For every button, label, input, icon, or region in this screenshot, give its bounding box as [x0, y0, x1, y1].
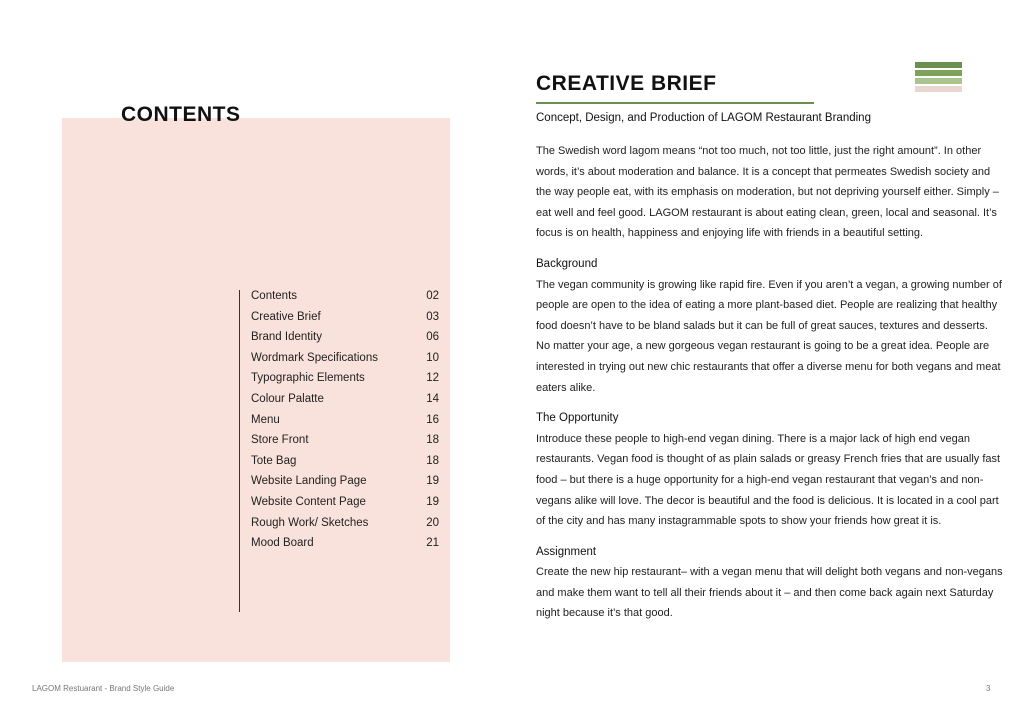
toc-page: 19	[426, 475, 439, 488]
toc-page: 03	[426, 310, 439, 323]
toc-item[interactable]	[251, 513, 439, 534]
toc-page: 06	[426, 331, 439, 344]
toc-label: Colour Palatte	[251, 392, 324, 405]
toc-page: 18	[426, 434, 439, 447]
page-subtitle: Concept, Design, and Production of LAGOM Restaurant Branding	[536, 112, 871, 124]
toc-label: Menu	[251, 413, 280, 426]
toc-item[interactable]	[251, 368, 439, 389]
section-paragraph: Introduce these people to high-end vegan dining. There is a major lack of high end vegan restaurants. Vegan food is thought of as plain salads or greasy French fries that are usually fast food – but there is a huge opportunity for a high-end vegan restaurant that vegan’s and non-vegans alike will love. The decor is beautiful and the food is delicious. It is located in a cool part of the city and has many instagrammable spots to show your friends how great it is.	[536, 432, 1001, 528]
table-of-contents	[251, 286, 439, 554]
section-heading: Background	[536, 257, 598, 270]
toc-label: Contents	[251, 290, 298, 302]
toc-item[interactable]	[251, 286, 439, 307]
contents-title: CONTENTS	[121, 103, 241, 126]
title-underline	[536, 102, 814, 104]
toc-page: 20	[426, 516, 439, 529]
toc-item[interactable]	[251, 307, 439, 328]
toc-label: Rough Work/ Sketches	[251, 516, 369, 529]
toc-label: Brand Identity	[251, 331, 322, 344]
color-stripes-decoration	[915, 62, 962, 94]
toc-page: 18	[426, 454, 439, 467]
toc-item[interactable]	[251, 430, 439, 451]
section-heading: Assignment	[536, 545, 597, 558]
toc-label: Creative Brief	[251, 310, 321, 323]
toc-item[interactable]	[251, 492, 439, 513]
toc-divider	[239, 290, 240, 612]
toc-item[interactable]	[251, 451, 439, 472]
toc-item[interactable]	[251, 348, 439, 369]
toc-label: Typographic Elements	[251, 372, 365, 385]
section-heading: The Opportunity	[536, 412, 619, 425]
toc-label: Store Front	[251, 434, 309, 447]
toc-item[interactable]	[251, 471, 439, 492]
toc-page: 19	[426, 495, 439, 508]
stripe	[915, 86, 962, 92]
toc-page: 02	[426, 290, 439, 302]
toc-label: Wordmark Specifications	[251, 351, 378, 364]
intro-paragraph: The Swedish word lagom means “not too much, not too little, just the right amount”. In other words, it’s about moderation and balance. It is a concept that permeates Swedish society and the way people eat, with its emphasis on moderation, but not depriving yourself either. Simply – eat well and feel good. LAGOM restaurant is about eating clean, green, local and seasonal. It’s focus is on health, happiness and enjoying life with friends in a beautiful setting.	[536, 145, 999, 240]
toc-page: 10	[426, 351, 439, 364]
toc-item[interactable]	[251, 389, 439, 410]
footer-page-number: 3	[986, 684, 991, 693]
toc-item[interactable]	[251, 533, 439, 554]
footer-document-title: LAGOM Restuarant - Brand Style Guide	[32, 684, 175, 693]
page-title: CREATIVE BRIEF	[536, 72, 717, 95]
section-paragraph: The vegan community is growing like rapid fire. Even if you aren’t a vegan, a growing number of people are open to the idea of eating a more plant-based diet. People are realizing that healthy food doesn’t have to be bland salads but it can be full of great sauces, textures and desserts. No matter your age, a new gorgeous vegan restaurant is going to be a great idea. People are interested in trying out new chic restaurants that offer a diverse menu for both vegans and meat eaters alike.	[536, 278, 1002, 394]
toc-label: Website Landing Page	[251, 475, 367, 488]
toc-item[interactable]	[251, 410, 439, 431]
section-paragraph: Create the new hip restaurant– with a vegan menu that will delight both vegans and non-vegans and make them want to tell all their friends about it – and then come back again next Saturday night because it’s that good.	[536, 566, 1003, 620]
stripe	[915, 62, 962, 68]
toc-label: Mood Board	[251, 537, 314, 550]
toc-page: 16	[426, 413, 439, 426]
stripe	[915, 78, 962, 84]
toc-page: 21	[426, 537, 439, 550]
body-column	[536, 141, 1004, 634]
toc-label: Tote Bag	[251, 454, 297, 467]
toc-page: 12	[426, 372, 439, 385]
stripe	[915, 70, 962, 76]
toc-label: Website Content Page	[251, 495, 366, 508]
toc-item[interactable]	[251, 327, 439, 348]
toc-page: 14	[426, 392, 439, 405]
